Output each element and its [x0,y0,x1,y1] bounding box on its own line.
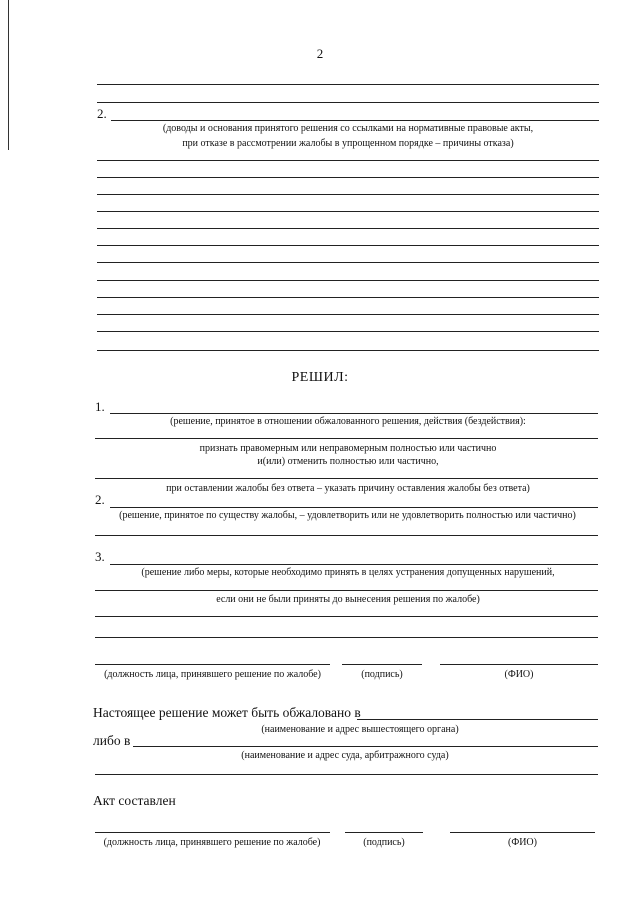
blank-line [97,314,599,315]
caption: (решение либо меры, которые необходимо принять в целях устранения допущенных нарушений, [141,567,555,578]
signature-caption: (подпись) [363,837,405,848]
name-line [450,832,595,833]
blank-line [97,350,599,351]
blank-line [97,194,599,195]
blank-line [110,507,598,508]
item-number: 3. [95,549,105,564]
caption: (решение, принятое по существу жалобы, – удовлетворить или не удовлетворить полностью или частично) [119,510,576,521]
caption: (решение, принятое в отношении обжалованного решения, действия (бездействия): [170,416,526,427]
decision-heading: РЕШИЛ: [291,370,349,385]
blank-line [97,245,599,246]
blank-line [97,228,599,229]
blank-line [95,535,598,536]
item-number: 2. [95,492,105,507]
position-caption: (должность лица, принявшего решение по жалобе) [104,669,321,680]
blank-line [97,331,599,332]
blank-line [97,102,599,103]
item-number: 1. [95,399,105,414]
blank-line [95,616,598,617]
caption: (наименование и адрес вышестоящего органа) [261,724,459,735]
blank-line [95,637,598,638]
signature-caption: (подпись) [361,669,403,680]
blank-line [357,719,598,720]
blank-line [97,160,599,161]
name-caption: (ФИО) [507,837,537,848]
blank-line [97,262,599,263]
blank-line [95,478,598,479]
caption: при оставлении жалобы без ответа – указать причину оставления жалобы без ответа) [166,483,530,494]
blank-line [111,120,599,121]
act-text: Акт составлен [93,793,176,808]
signature-line [345,832,423,833]
name-line [440,664,598,665]
signature-line [342,664,422,665]
blank-line [97,280,599,281]
blank-line [97,84,599,85]
blank-line [95,438,598,439]
blank-line [110,564,598,565]
blank-line [97,297,599,298]
caption: при отказе в рассмотрении жалобы в упрощенном порядке – причины отказа) [182,138,514,149]
blank-line [97,211,599,212]
position-caption: (должность лица, принявшего решение по жалобе) [103,837,321,848]
caption: (наименование и адрес суда, арбитражного суда) [241,750,449,761]
caption: признать правомерным или неправомерным полностью или частично [199,443,497,454]
position-line [95,664,330,665]
caption: если они не были приняты до вынесения решения по жалобе) [216,594,480,605]
blank-line [133,746,598,747]
blank-line [110,413,598,414]
name-caption: (ФИО) [504,669,534,680]
appeal-text: Настоящее решение может быть обжаловано в [93,705,361,720]
or-text: либо в [93,733,131,748]
caption: и(или) отменить полностью или частично, [257,456,439,467]
caption: (доводы и основания принятого решения со ссылками на нормативные правовые акты, [162,123,534,134]
item-number: 2. [97,106,107,121]
blank-line [95,774,598,775]
position-line [95,832,330,833]
blank-line [97,177,599,178]
margin-mark [8,0,9,150]
blank-line [95,590,598,591]
page-number: 2 [316,46,324,61]
